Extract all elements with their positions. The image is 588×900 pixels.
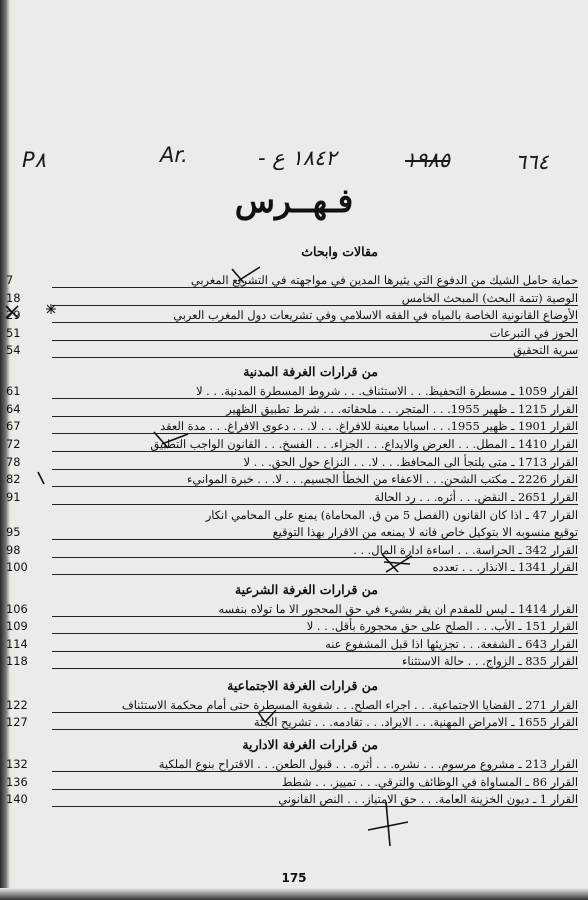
toc-entry-underline — [52, 357, 578, 358]
toc-entry-page: 7 — [6, 273, 14, 287]
toc-entry-title: القرار 86 ـ المساواة في الوظائف والترقي. . . تمييز. . . شطط — [281, 775, 578, 789]
toc-entry — [0, 524, 588, 540]
toc-entry-page: 67 — [6, 419, 21, 433]
toc-entry-title: القرار 2226 ـ مكتب الشحن. . . الاعفاء من الخطأ الجسيم. . . لا. . . خبرة الموانيء — [187, 472, 578, 486]
section-heading: من قرارات الغرفة الاجتماعية — [227, 678, 378, 693]
section-heading: من قرارات الغرفة الشرعية — [234, 582, 378, 597]
toc-entry-page: 100 — [6, 560, 28, 574]
toc-entry-underline — [52, 287, 578, 288]
toc-entry — [0, 401, 588, 417]
toc-entry-underline — [52, 806, 578, 807]
section-heading: من قرارات الغرفة المدنية — [243, 364, 378, 379]
handwritten-note-2: Ar. — [160, 143, 188, 167]
toc-entry-title: القرار 1215 ـ ظهير 1955. . . المتجر. . . ملحقاته. . . شرط تطبيق الظهير — [226, 402, 578, 416]
toc-entry-underline — [52, 712, 578, 713]
toc-entry — [0, 618, 588, 634]
toc-entry — [0, 471, 588, 487]
toc-entry-page: 140 — [6, 792, 28, 806]
toc-entry-title: القرار 2651 ـ النقض. . . أثره. . . رد الحالة — [374, 490, 578, 504]
section-heading: من قرارات الغرفة الادارية — [242, 737, 378, 752]
toc-entry-title: القرار 1414 ـ ليس للمقدم ان يقر بشيء في حق المحجور الا ما تولاه بنفسه — [218, 602, 578, 616]
toc-entry-page: 136 — [6, 775, 28, 789]
toc-entry-title: القرار 151 ـ الأب. . . الصلح على حق محجورة بأقل. . . لا — [306, 619, 578, 633]
toc-entry-title: القرار 1059 ـ مسطرة التحفيظ. . . الاستئناف. . . شروط المسطرة المدنية. . . لا — [196, 384, 578, 398]
toc-entry — [0, 454, 588, 470]
toc-entry — [0, 436, 588, 452]
toc-entry-underline — [52, 469, 578, 470]
toc-entry — [0, 342, 588, 358]
toc-entry-page: 54 — [6, 343, 21, 357]
toc-entry-underline — [52, 305, 578, 306]
toc-entry-page: 82 — [6, 472, 21, 486]
toc-entry-title: توقيع منسوبه الا بتوكيل خاص فانه لا يمنعه من الاقرار بهذا التوقيع — [272, 525, 578, 539]
toc-entry-underline — [52, 539, 578, 540]
toc-entry-title: القرار 342 ـ الحراسة. . . اساءة ادارة المال. . . — [353, 543, 578, 557]
toc-entry-underline — [52, 451, 578, 452]
toc-entry-title: الحوز في التبرعات — [489, 326, 578, 340]
toc-entry-page: 118 — [6, 654, 28, 668]
toc-entry — [0, 714, 588, 730]
toc-entry-underline — [52, 729, 578, 730]
toc-entry — [0, 307, 588, 323]
toc-entry-page: 64 — [6, 402, 21, 416]
toc-entry-page: 98 — [6, 543, 21, 557]
toc-entry-title: الأوضاع القانونية الخاصة بالمياه في الفقه الاسلامي وفي تشريعات دول المغرب العربي — [173, 308, 578, 322]
toc-entry-title: القرار 47 ـ اذا كان القانون (الفصل 5 من ق. المحاماة) يمنع على المحامي انكار — [205, 508, 578, 522]
handwritten-note-5: ٦٦٤ — [515, 150, 549, 174]
handwritten-note-1: P٨ — [22, 148, 46, 172]
toc-entry-underline — [52, 789, 578, 790]
toc-entry — [0, 542, 588, 558]
toc-entry-title: القرار 1901 ـ ظهير 1955. . . اسبابا معينة للافراغ. . . لا. . . دعوى الافراغ. . . مدة العقد — [160, 419, 578, 433]
toc-entry-page: 18 — [6, 291, 21, 305]
toc-entry-title: القرار 1410 ـ المطل. . . العرض والايداع. . . الجزاء. . . الفسخ. . . القانون الواجب التطبيق — [150, 437, 578, 451]
toc-entry-underline — [52, 416, 578, 417]
toc-entry-title: القرار 835 ـ الزواج. . . حالة الاستثناء — [401, 654, 578, 668]
toc-entry-page: 61 — [6, 384, 21, 398]
toc-entry-title: القرار 271 ـ القضايا الاجتماعية. . . اجراء الصلح. . . شفوية المسطرة حتى أمام محكمة الاستئناف — [121, 698, 578, 712]
toc-entry — [0, 791, 588, 807]
pen-checkmark-1 — [230, 265, 264, 287]
toc-entry — [0, 653, 588, 669]
index-title: فـهــرس — [234, 181, 354, 220]
toc-entry-underline — [52, 771, 578, 772]
toc-entry — [0, 325, 588, 341]
toc-entry-title: القرار 1655 ـ الامراض المهنية. . . الايراد. . . تقادمه. . . تشريح الجثة — [253, 715, 578, 729]
toc-entry — [0, 774, 588, 790]
toc-entry — [0, 601, 588, 617]
toc-entry-page: 114 — [6, 637, 28, 651]
section-heading: مقالات وابحاث — [301, 244, 378, 259]
scan-bottom-shadow — [0, 888, 588, 900]
handwritten-note-4: ١٩٨٥ — [405, 148, 451, 172]
toc-entry-page: 132 — [6, 757, 28, 771]
toc-entry-page: 122 — [6, 698, 28, 712]
toc-entry-underline — [52, 651, 578, 652]
toc-entry-page: 72 — [6, 437, 21, 451]
toc-entry-underline — [52, 486, 578, 487]
toc-entry — [0, 290, 588, 306]
pen-star-mark — [46, 304, 56, 314]
toc-entry-page: 127 — [6, 715, 28, 729]
toc-entry-title: الوصية (تتمة البحث) المبحث الخامس — [401, 291, 578, 305]
pen-checkmark-2 — [152, 430, 192, 452]
toc-entry-underline — [52, 504, 578, 505]
toc-entry-underline — [52, 322, 578, 323]
toc-entry — [0, 383, 588, 399]
toc-entry — [0, 636, 588, 652]
toc-entry-title: القرار 1713 ـ متى يلتجأ الى المحافظ. . . لا. . . النزاع حول الحق. . . لا — [243, 455, 578, 469]
pen-cross-bottom — [362, 800, 412, 850]
pen-checkmark-4 — [256, 708, 278, 726]
toc-entry — [0, 559, 588, 575]
toc-entry-title: سرية التحقيق — [513, 343, 578, 357]
toc-entry — [0, 697, 588, 713]
toc-entry-title: القرار 643 ـ الشفعة. . . تجزيئها اذا قبل المشفوع عنه — [325, 637, 578, 651]
toc-entry-page: 51 — [6, 326, 21, 340]
page-number: 175 — [281, 871, 307, 885]
toc-entry-underline — [52, 340, 578, 341]
toc-entry-page: 78 — [6, 455, 21, 469]
toc-entry — [0, 756, 588, 772]
toc-entry — [0, 418, 588, 434]
toc-entry-underline — [52, 616, 578, 617]
toc-entry-underline — [52, 557, 578, 558]
pen-tick-82 — [36, 470, 48, 486]
pen-checkmark-3 — [380, 550, 416, 576]
toc-entry-title: القرار 1341 ـ الانذار. . . تعدده — [432, 560, 578, 574]
toc-entry-page: 91 — [6, 490, 21, 504]
toc-entry-page: 29 — [6, 308, 21, 322]
toc-entry-underline — [52, 398, 578, 399]
toc-entry-title: حماية حامل الشيك من الدفوع التي يثيرها المدين في مواجهته في التشريع المغربي — [190, 273, 578, 287]
toc-entry — [0, 489, 588, 505]
toc-entry — [0, 507, 588, 523]
toc-entry — [0, 272, 588, 288]
toc-entry-underline — [52, 668, 578, 669]
toc-entry-underline — [52, 633, 578, 634]
toc-entry-page: 109 — [6, 619, 28, 633]
toc-entry-underline — [52, 433, 578, 434]
handwritten-note-3: - ١٨٤٢ ع — [258, 146, 337, 170]
pen-cross-mark — [4, 304, 20, 320]
toc-entry-title: القرار 1 ـ ديون الخزينة العامة. . . حق الامتياز. . . النص القانوني — [278, 792, 578, 806]
toc-entry-title: القرار 213 ـ مشروع مرسوم. . . نشره. . . أثره. . . قبول الطعن. . . الاقتراح بنوع الملكية — [158, 757, 578, 771]
toc-entry-page: 106 — [6, 602, 28, 616]
toc-entry-page: 95 — [6, 525, 21, 539]
toc-entry-underline — [52, 574, 578, 575]
